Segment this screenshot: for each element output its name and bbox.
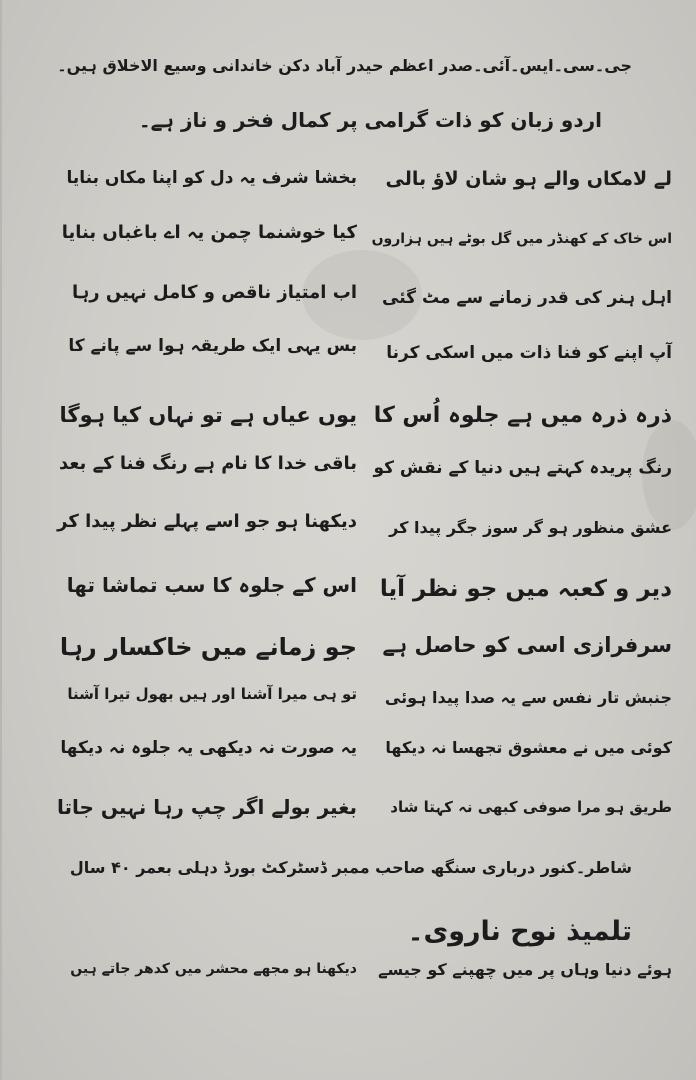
verse-right: اہل ہنر کی قدر زمانے سے مٹ گئی [382,288,672,308]
verse-right: کوئی میں نے معشوق تجھسا نہ دیکھا [385,738,672,757]
verse-left: دیکھنا ہو مجھے محشر میں کدھر جاتے ہیں [70,961,357,977]
verse-right: لے لامکاں والے ہو شان لاؤ بالی [385,168,672,190]
verse-right: سرفرازی اسی کو حاصل ہے [382,633,672,657]
verse-right: آپ اپنے کو فنا ذات میں اسکی کرنا [386,343,672,363]
verse-left: اس کے جلوہ کا سب تماشا تھا [66,573,357,597]
verse-left: بخشا شرف یہ دل کو اپنا مکاں بنایا [66,168,357,188]
intro-line: جی۔سی۔ایس۔آئی۔صدر اعظم حیدر آباد دکن خاندانی وسیع الاخلاق ہیں۔ [57,56,632,75]
verse-right: ذرہ ذرہ میں ہے جلوہ اُس کا [373,403,672,428]
verse-left: دیکھنا ہو جو اسے پہلے نظر پیدا کر [57,511,357,532]
verse-right: دیر و کعبہ میں جو نظر آیا [379,576,672,602]
verse-left: بس یہی ایک طریقہ ہوا سے پانے کا [68,336,357,356]
verse-right: جنبش تار نفس سے یہ صدا پیدا ہوئی [384,688,672,707]
verse-left: باقی خدا کا نام ہے رنگ فنا کے بعد [59,453,357,474]
verse-left: کیا خوشنما چمن یہ اے باغباں بنایا [61,222,357,243]
verse-left: بغیر بولے اگر چپ رہا نہیں جاتا [56,795,357,819]
verse-right: طریق ہو مرا صوفی کبھی نہ کہتا شاد [390,798,672,816]
verse-right: اس خاک کے کھنڈر میں گل بوٹے ہیں ہزاروں [371,231,672,247]
verse-left: اب امتیاز ناقص و کامل نہیں رہا [72,282,357,303]
poet-attribution: شاطر۔کنور درباری سنگھ صاحب ممبر ڈسٹرکٹ بورڈ دہلی بعمر ۴۰ سال [69,858,632,877]
intro-line: اردو زبان کو ذات گرامی پر کمال فخر و ناز ہے۔ [138,108,602,132]
verse-left: یوں عیاں ہے تو نہاں کیا ہوگا [59,403,357,427]
verse-left: یہ صورت نہ دیکھی یہ جلوہ نہ دیکھا [60,738,357,758]
verse-right: ہوئے دنیا وہاں پر میں چھپنے کو جیسے [378,960,672,979]
verse-left: تو ہی میرا آشنا اور ہیں بھول تیرا آشنا [67,685,357,703]
verse-left: جو زمانے میں خاکسار رہا [59,633,357,661]
verse-right: عشق منظور ہو گر سوز جگر پیدا کر [389,518,672,537]
poet-teacher: تلمیذ نوح ناروی۔ [407,916,632,947]
verse-right: رنگ پریدہ کہتے ہیں دنیا کے نقش کو [373,458,672,478]
